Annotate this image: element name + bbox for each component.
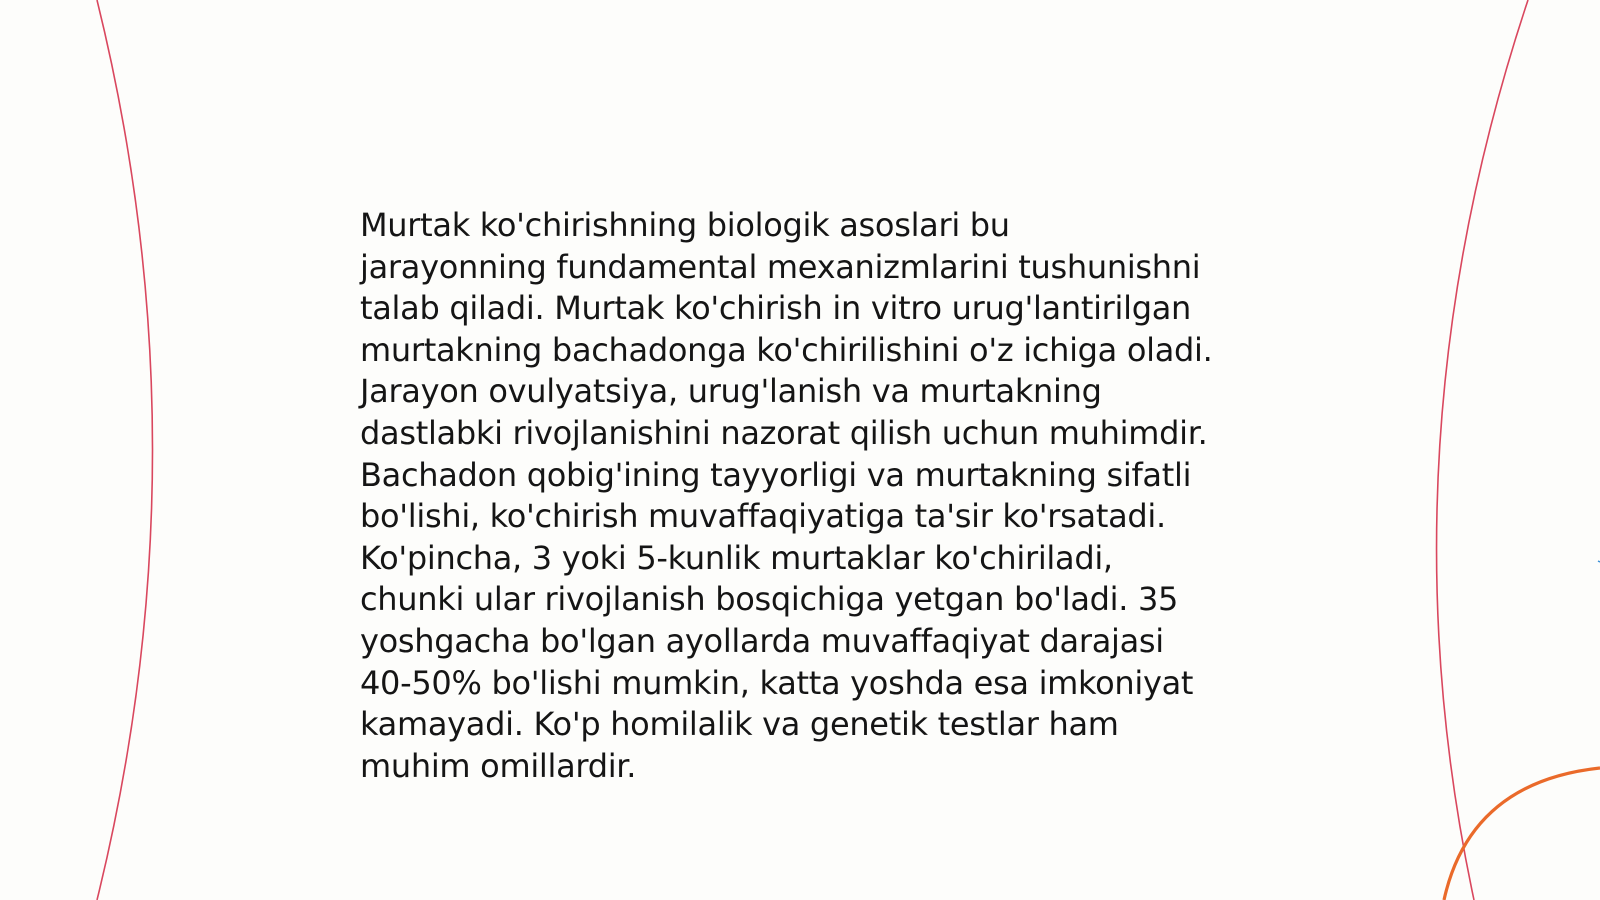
- orange-arc: [1444, 768, 1600, 900]
- body-paragraph: Murtak ko'chirishning biologik asoslari bu jarayonning fundamental mexanizmlarini tushunishni talab qiladi. Murtak ko'chirish in vitro urug'lantirilgan murtakning bachadonga ko'chirilishini o'z ichiga oladi. Jarayon ovulyatsiya, urug'lanish va murtakning dastlabki rivojlanishini nazorat qilish uchun muhimdir. Bachadon qobig'ining tayyorligi va murtakning sifatli bo'lishi, ko'chirish muvaffaqiyatiga ta'sir ko'rsatadi. Ko'pincha, 3 yoki 5-kunlik murtaklar ko'chiriladi, chunki ular rivojlanish bosqichiga yetgan bo'ladi. 35 yoshgacha bo'lgan ayollarda muvaffaqiyat darajasi 40-50% bo'lishi mumkin, katta yoshda esa imkoniyat kamayadi. Ko'p homilalik va genetik testlar ham muhim omillardir.: [360, 206, 1213, 785]
- right-curve-line: [1437, 0, 1528, 900]
- left-curve-line: [97, 0, 153, 900]
